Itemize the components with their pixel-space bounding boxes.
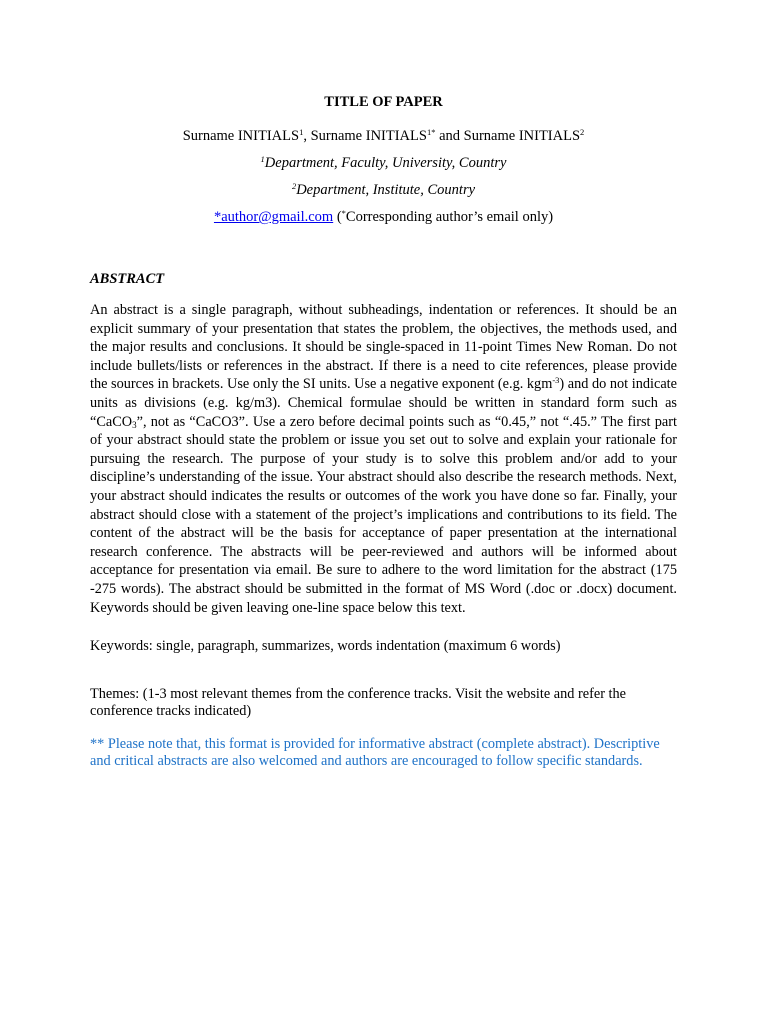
corresponding-mark: * bbox=[341, 208, 346, 218]
author-name: Surname INITIALS bbox=[182, 128, 300, 144]
author-affiliation-mark: 1 bbox=[299, 127, 304, 137]
document-page bbox=[90, 93, 677, 770]
abstract-heading: ABSTRACT bbox=[90, 271, 165, 287]
email-note-text: Corresponding author’s email only) bbox=[345, 209, 554, 225]
affiliation-text: Department, Institute, Country bbox=[296, 182, 476, 198]
keywords-line: Keywords: single, paragraph, summarizes, words indentation (maximum 6 words) bbox=[90, 638, 561, 655]
author-line bbox=[90, 127, 677, 145]
chemical-subscript: 3 bbox=[132, 419, 137, 430]
author-affiliation-mark: 2 bbox=[580, 127, 585, 137]
affiliation-line bbox=[90, 154, 677, 172]
paper-title: TITLE OF PAPER bbox=[324, 94, 443, 110]
author-separator: and bbox=[435, 128, 464, 144]
themes-line: Themes: (1-3 most relevant themes from the conference tracks. Visit the website and refer the conference tracks indicated) bbox=[90, 686, 627, 720]
abstract-paragraph bbox=[90, 301, 677, 617]
format-note: ** Please note that, this format is provided for informative abstract (complete abstract). Descriptive and critical abstracts are also welcomed and authors are encouraged to follow specific standards. bbox=[90, 736, 660, 770]
email-note-open: ( bbox=[333, 209, 342, 225]
author-name: Surname INITIALS bbox=[463, 128, 581, 144]
abstract-text: ) and do not indicate units as divisions (e.g. kg/m3). Chemical formulae should be written in standard form such as “CaCO bbox=[90, 376, 677, 430]
author-affiliation-mark: 1* bbox=[426, 127, 436, 137]
author-email-link[interactable]: *author@gmail.com bbox=[213, 209, 334, 225]
author-name: Surname INITIALS bbox=[310, 128, 427, 144]
affiliation-line bbox=[90, 181, 677, 199]
exponent: -3 bbox=[552, 375, 560, 386]
email-line bbox=[90, 208, 677, 226]
author-separator: , bbox=[303, 128, 311, 144]
affiliation-text: Department, Faculty, University, Country bbox=[264, 155, 507, 171]
affiliation-mark: 1 bbox=[260, 154, 265, 164]
affiliation-mark: 2 bbox=[291, 181, 297, 191]
abstract-text: An abstract is a single paragraph, without subheadings, indentation or references. It should be an explicit summary of your presentation that states the problem, the objectives, the methods used, and the major results and conclusions. It should be single-spaced in 11-point Times New Roman. Do not include bullets/lists or references in the abstract. If there is a need to cite references, please provide the sources in brackets. Use only the SI units. Use a negative exponent (e.g. kgm bbox=[90, 302, 677, 393]
abstract-text: ”, not as “CaCO3”. Use a zero before decimal points such as “0.45,” not “.45.” The first part of your abstract should state the problem or issue you set out to solve and explain your rationale for pursuing the research. The purpose of your study is to solve this problem and/or add to your discipline’s understanding of the issue. Your abstract should also describe the research methods. Next, your abstract should indicates the results or outcomes of the work you have done so far. Finally, your abstract should close with a statement of the project’s implications and contributions to its field. The content of the abstract will be the basis for acceptance of paper presentation at the international research conference. The abstracts will be peer-reviewed and authors will be informed about acceptance for presentation via email. Be sure to adhere to the word limitation for the abstract (175 -275 words). The abstract should be submitted in the format of MS Word (.doc or .docx) document. Keywords should be given leaving one-line space below this text. bbox=[90, 413, 677, 616]
